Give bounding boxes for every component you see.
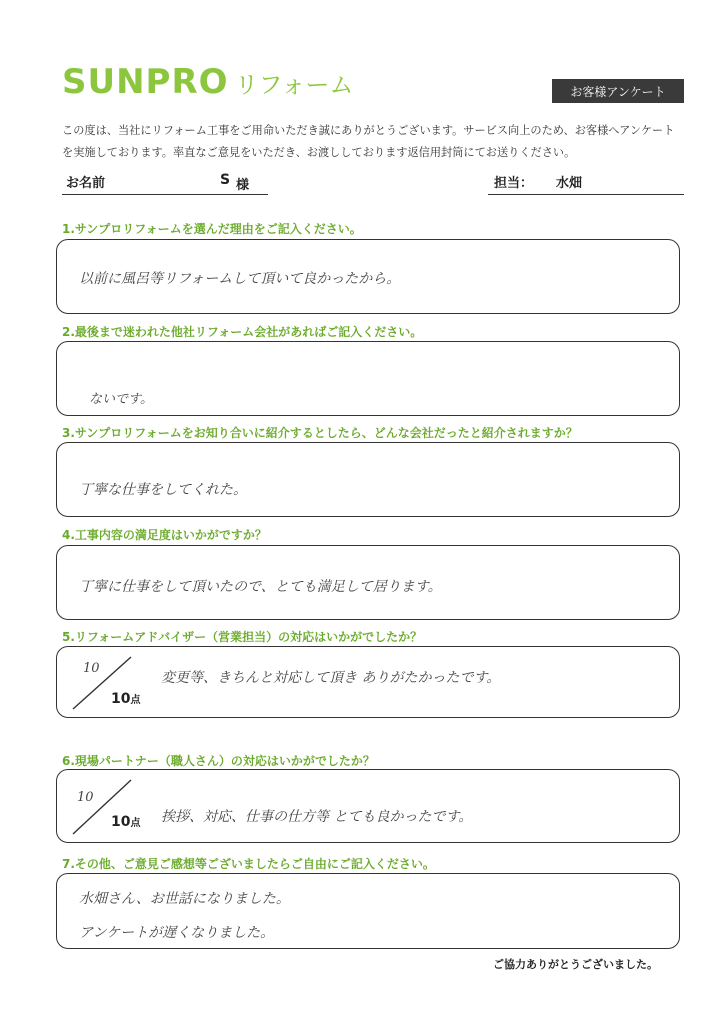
name-value: S	[220, 172, 231, 188]
brand-name: SUNPRO	[62, 62, 229, 102]
name-underline	[62, 194, 268, 195]
score-5-max: 10点	[111, 691, 141, 707]
survey-badge: お客様アンケート	[552, 79, 684, 103]
answer-box-7	[56, 873, 680, 949]
question-2-title: 2.最後まで迷われた他社リフォーム会社があればご記入ください。	[62, 325, 423, 339]
staff-label: 担当：	[494, 176, 534, 191]
question-3-title: 3.サンプロリフォームをお知り合いに紹介するとしたら、どんな会社だったと紹介されますか？	[62, 426, 578, 440]
staff-underline	[488, 194, 684, 195]
answer-box-3	[56, 442, 680, 517]
score-6	[67, 774, 157, 838]
staff-value: 水畑	[556, 176, 583, 191]
answer-box-5	[56, 646, 680, 718]
answer-3-text: 丁寧な仕事をしてくれた。	[79, 482, 247, 498]
answer-4-text: 丁寧に仕事をして頂いたので、とても満足して居ります。	[79, 579, 442, 595]
score-6-max: 10点	[111, 814, 141, 830]
answer-box-6	[56, 769, 680, 843]
question-6-title: 6.現場パートナー（職人さん）の対応はいかがでしたか？	[62, 754, 375, 768]
question-1-title: 1.サンプロリフォームを選んだ理由をご記入ください。	[62, 222, 362, 236]
score-6-value: 10	[77, 790, 94, 805]
answer-6-text: 挨拶、対応、仕事の仕方等 とても良かったです。	[161, 809, 473, 825]
answer-5-text: 変更等、きちんと対応して頂き ありがたかったです。	[161, 670, 501, 686]
answer-7-line1: 水畑さん、お世話になりました。	[79, 891, 290, 907]
answer-1-text: 以前に風呂等リフォームして頂いて良かったから。	[79, 271, 401, 287]
score-5-value: 10	[83, 661, 100, 676]
question-7-title: 7.その他、ご意見ご感想等ございましたらご自由にご記入ください。	[62, 857, 435, 871]
honorific: 様	[236, 178, 250, 193]
question-5-title: 5.リフォームアドバイザー（営業担当）の対応はいかがでしたか？	[62, 630, 423, 644]
score-5	[67, 651, 157, 715]
thanks-text: ご協力ありがとうございました。	[493, 958, 658, 971]
intro-text: この度は、当社にリフォーム工事をご用命いただき誠にありがとうございます。サービス向上のため、お客様へアンケートを実施しております。率直なご意見をいただき、お渡ししております返信用封筒にてお送りください。	[62, 124, 675, 159]
answer-box-1	[56, 239, 680, 314]
question-4-title: 4.工事内容の満足度はいかがですか？	[62, 528, 267, 542]
sunpro-logo	[62, 62, 353, 102]
name-label: お名前	[66, 176, 106, 191]
answer-box-2	[56, 341, 680, 416]
answer-7-line2: アンケートが遅くなりました。	[79, 925, 275, 941]
answer-2-text: ないです。	[89, 392, 153, 407]
brand-sub: リフォーム	[234, 71, 354, 99]
answer-box-4	[56, 545, 680, 620]
